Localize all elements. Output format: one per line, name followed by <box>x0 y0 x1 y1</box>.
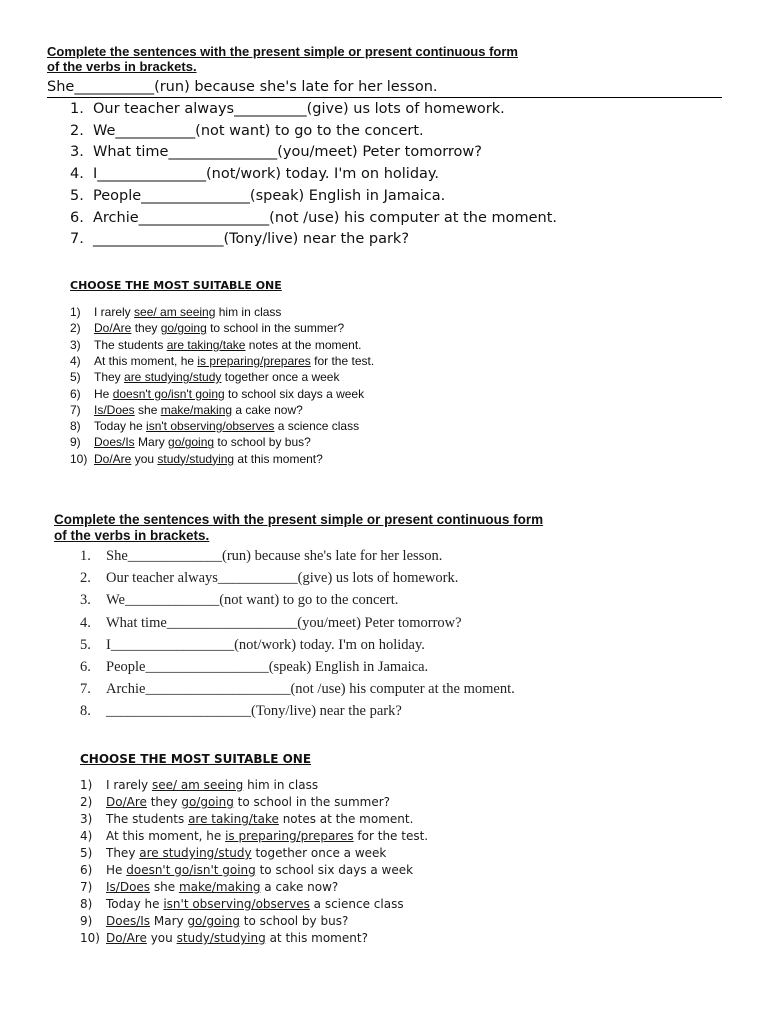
choice-option-1: Does/Is <box>106 914 151 928</box>
choice-item <box>70 370 339 384</box>
choice-item <box>80 846 386 860</box>
item-mid-text: a science class <box>274 419 360 434</box>
item-pre-text: The students <box>94 337 167 352</box>
item-text: We_____________ <box>106 592 220 609</box>
item-number: 3) <box>80 812 93 826</box>
item-mid-text: him in class <box>215 305 282 319</box>
exercise-item <box>70 123 424 139</box>
section1-heading-line2: of the verbs in brackets. <box>47 59 197 74</box>
exercise-item <box>80 592 398 609</box>
item-text: ____________________(Tony/live) near the park? <box>106 703 402 720</box>
choice-item <box>80 778 318 792</box>
item-number: 6. <box>80 659 91 675</box>
choice-option-1: is preparing/prepares <box>197 353 311 368</box>
choice-option-1: Do/Are <box>94 451 132 466</box>
exercise-item <box>80 548 442 565</box>
item-number: 3. <box>70 144 84 161</box>
item-pre-text: I rarely <box>94 305 135 319</box>
item-number: 3. <box>80 592 91 609</box>
item-number: 2. <box>80 570 91 587</box>
exercise-item <box>70 210 557 226</box>
exercise-item <box>80 681 515 698</box>
item-mid-text: for the test. <box>353 829 429 843</box>
item-pre-text: He <box>94 386 113 401</box>
item-text: We___________(not want) to go to the concert. <box>93 122 424 139</box>
choice-option-1: see/ am seeing <box>134 305 216 319</box>
choice-option-1: see/ am seeing <box>151 778 244 792</box>
choice-item <box>80 829 428 843</box>
choice-item <box>80 880 338 894</box>
choice-item <box>80 914 348 928</box>
item-pre-text: He <box>106 863 127 877</box>
item-pre-text: They <box>94 370 125 385</box>
section2-title: CHOOSE THE MOST SUITABLE ONE <box>70 279 282 292</box>
choice-option-1: are taking/take <box>188 812 279 826</box>
item-number: 3) <box>70 337 81 352</box>
item-mid-text: a science class <box>309 897 404 911</box>
choice-option-1: Is/Does <box>94 402 135 417</box>
item-number: 10) <box>80 931 100 945</box>
item-number: 8) <box>70 419 81 434</box>
item-post-text: to school in the summer? <box>206 321 345 336</box>
item-mid-text: notes at the moment. <box>278 812 414 826</box>
choice-item <box>80 863 413 877</box>
exercise-item <box>80 615 462 632</box>
choice-item <box>70 305 281 319</box>
choice-item <box>80 795 390 809</box>
item-number: 6) <box>80 863 93 877</box>
section1-heading-line1: Complete the sentences with the present simple or present continuous form <box>47 44 518 59</box>
choice-option-1: isn't observing/observes <box>146 419 275 434</box>
item-text: Archie__________________(not /use) his computer at the moment. <box>93 209 558 226</box>
item-mid-text: together once a week <box>251 846 387 860</box>
item-text: Our teacher always___________(give) us lots of homework. <box>106 570 459 587</box>
item-post-text: at this moment? <box>234 451 323 466</box>
exercise-item <box>70 144 482 160</box>
item-number: 5. <box>80 636 91 653</box>
choice-option-1: is preparing/prepares <box>225 829 354 843</box>
item-text: I_________________(not/work) today. I'm on holiday. <box>106 636 425 653</box>
item-number: 4. <box>70 166 84 183</box>
item-post-text: to school by bus? <box>214 435 311 450</box>
item-mid-text: Mary <box>134 435 169 450</box>
exercise-item <box>80 637 425 654</box>
section3-heading-line2: of the verbs in brackets. <box>54 528 210 543</box>
exercise-item <box>80 703 402 720</box>
exercise-item <box>70 166 439 182</box>
item-text: What time__________________(you/meet) Peter tomorrow? <box>106 614 462 631</box>
choice-option-1: isn't observing/observes <box>163 897 310 911</box>
item-number: 7. <box>70 231 84 248</box>
item-post-text: a cake now? <box>232 402 303 417</box>
item-post-text: a cake now? <box>260 880 339 894</box>
item-number: 1) <box>70 305 81 319</box>
item-pre-text: At this moment, he <box>106 829 226 843</box>
item-number: 1. <box>70 101 84 117</box>
item-number: 2) <box>70 321 81 336</box>
item-number: 4. <box>80 614 91 631</box>
choice-item <box>70 387 364 401</box>
item-number: 2) <box>80 795 93 809</box>
choice-item <box>80 931 368 945</box>
choice-item <box>70 321 344 335</box>
item-number: 7. <box>80 681 91 698</box>
item-tail-text: (not /use) his computer at the moment. <box>290 681 515 698</box>
choice-option-2: go/going <box>181 795 234 809</box>
item-number: 4) <box>70 353 81 368</box>
item-text: People_________________(speak) English in Jamaica. <box>106 659 429 675</box>
choice-option-2: make/making <box>178 880 261 894</box>
item-number: 8. <box>80 703 91 720</box>
item-mid-text: you <box>146 931 177 945</box>
item-text: What time_______________(you/meet) Peter tomorrow? <box>93 144 482 161</box>
item-mid-text: you <box>131 451 158 466</box>
choice-option-1: Do/Are <box>106 795 147 809</box>
item-mid-text: for the test. <box>310 353 375 368</box>
item-mid-text: him in class <box>243 778 319 792</box>
item-number: 2. <box>70 122 84 139</box>
choice-item <box>70 354 374 368</box>
choice-option-1: Do/Are <box>94 321 132 336</box>
item-number: 5) <box>70 370 81 385</box>
item-mid-text: Mary <box>150 914 188 928</box>
exercise-item <box>70 101 505 117</box>
item-mid-text: she <box>150 880 179 894</box>
item-post-text: at this moment? <box>265 931 368 945</box>
item-post-text: to school in the summer? <box>233 795 391 809</box>
choice-option-2: go/going <box>168 435 215 450</box>
choice-option-1: are studying/study <box>124 370 222 385</box>
item-number: 7) <box>70 402 81 417</box>
item-number: 1. <box>80 548 91 564</box>
item-mid-text: to school six days a week <box>255 863 414 877</box>
choice-item <box>70 435 311 449</box>
item-number: 9) <box>80 914 93 928</box>
section1-example: She___________(run) because she's late for her lesson. <box>47 79 438 95</box>
item-pre-text: I rarely <box>106 778 152 792</box>
item-post-text: to school by bus? <box>239 914 349 928</box>
item-text: She_____________(run) because she's late for her lesson. <box>106 548 443 564</box>
item-text: Our teacher always__________(give) us lots of homework. <box>93 101 505 117</box>
item-pre-text: Today he <box>94 419 147 434</box>
item-text: __________________(Tony/live) near the park? <box>93 231 410 248</box>
item-mid-text: notes at the moment. <box>245 337 362 352</box>
choice-item <box>70 338 362 352</box>
item-mid-text: she <box>134 402 161 417</box>
exercise-item <box>70 188 445 204</box>
choice-option-1: Is/Does <box>106 880 151 894</box>
item-pre-text: At this moment, he <box>94 353 198 368</box>
item-number: 9) <box>70 435 81 450</box>
item-number: 6. <box>70 209 84 226</box>
choice-option-2: go/going <box>160 321 207 336</box>
section4-title: CHOOSE THE MOST SUITABLE ONE <box>80 752 312 766</box>
section1-divider <box>47 97 722 98</box>
choice-item <box>70 452 323 466</box>
item-text: I_______________(not/work) today. I'm on holiday. <box>93 166 440 183</box>
item-pre-text: Today he <box>106 897 164 911</box>
item-mid-text: to school six days a week <box>224 386 365 401</box>
exercise-item <box>80 570 458 587</box>
choice-option-2: go/going <box>187 914 240 928</box>
choice-option-1: doesn't go/isn't going <box>126 863 256 877</box>
item-mid-text: they <box>131 321 161 336</box>
choice-item <box>80 897 404 911</box>
choice-option-2: make/making <box>160 402 233 417</box>
item-mid-text: together once a week <box>221 370 340 385</box>
item-pre-text: The students <box>106 812 189 826</box>
choice-option-1: doesn't go/isn't going <box>112 386 225 401</box>
item-pre-text: They <box>106 846 140 860</box>
item-number: 7) <box>80 880 93 894</box>
item-number: 6) <box>70 386 81 401</box>
exercise-item <box>80 659 428 676</box>
choice-option-1: Does/Is <box>94 435 135 450</box>
item-text: People_______________(speak) English in Jamaica. <box>93 187 446 204</box>
item-number: 5) <box>80 846 93 860</box>
item-number: 1) <box>80 778 93 792</box>
item-number: 4) <box>80 829 93 843</box>
item-number: 10) <box>70 451 88 466</box>
choice-item <box>70 419 359 433</box>
choice-item <box>70 403 303 417</box>
item-text: Archie____________________ <box>106 681 291 698</box>
choice-option-1: are studying/study <box>139 846 252 860</box>
choice-item <box>80 812 413 826</box>
exercise-item <box>70 231 409 247</box>
item-tail-text: (not want) to go to the concert. <box>219 592 399 609</box>
choice-option-2: study/studying <box>176 931 266 945</box>
choice-option-1: are taking/take <box>166 337 246 352</box>
item-number: 8) <box>80 897 93 911</box>
section3-heading-line1: Complete the sentences with the present simple or present continuous form <box>54 512 544 527</box>
choice-option-2: study/studying <box>157 451 235 466</box>
item-mid-text: they <box>146 795 182 809</box>
choice-option-1: Do/Are <box>106 931 147 945</box>
item-number: 5. <box>70 187 84 204</box>
